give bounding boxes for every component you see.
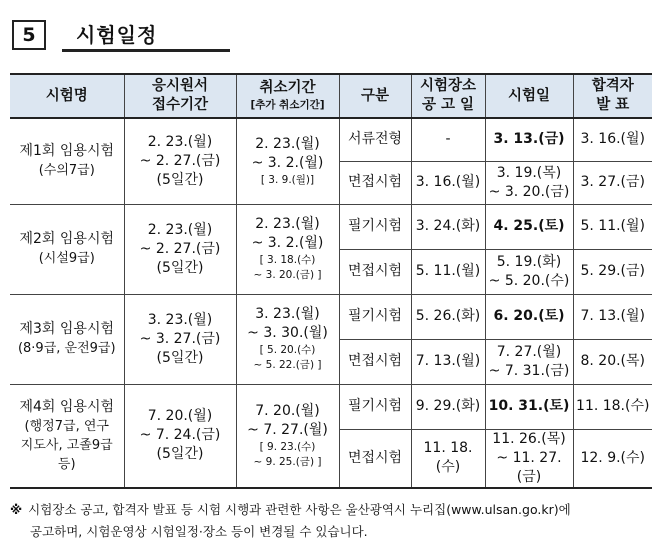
exam-schedule-table xyxy=(10,73,652,489)
venue-notice-cell: 3. 16.(월) xyxy=(411,161,485,204)
result-date-cell: 7. 13.(월) xyxy=(573,294,652,339)
application-period-cell: 3. 23.(월) ~ 3. 27.(금) (5일간) xyxy=(124,294,236,384)
application-period-cell: 7. 20.(월) ~ 7. 24.(금) (5일간) xyxy=(124,384,236,488)
exam-date-cell: 6. 20.(토) xyxy=(485,294,573,339)
result-date-cell: 12. 9.(수) xyxy=(573,429,652,488)
cancel-period-cell: 2. 23.(월) ~ 3. 2.(월) [ 3. 18.(수) ~ 3. 20.(금) ] xyxy=(236,204,339,294)
type-cell: 면접시험 xyxy=(339,249,411,294)
venue-notice-cell: 9. 29.(화) xyxy=(411,384,485,429)
venue-notice-cell: 11. 18.(수) xyxy=(411,429,485,488)
exam-date-cell: 10. 31.(토) xyxy=(485,384,573,429)
footnote xyxy=(10,499,655,543)
header-cancel-period: 취소기간 [추가 취소기간] xyxy=(236,74,339,118)
type-cell: 필기시험 xyxy=(339,384,411,429)
table-row xyxy=(10,204,652,249)
venue-notice-cell: 7. 13.(월) xyxy=(411,339,485,384)
result-date-cell: 3. 16.(월) xyxy=(573,118,652,161)
exam-date-cell: 3. 13.(금) xyxy=(485,118,573,161)
result-date-cell: 5. 11.(월) xyxy=(573,204,652,249)
exam-date-cell: 11. 26.(목) ~ 11. 27.(금) xyxy=(485,429,573,488)
table-header-row xyxy=(10,74,652,118)
exam-date-cell: 5. 19.(화) ~ 5. 20.(수) xyxy=(485,249,573,294)
header-exam-name: 시험명 xyxy=(10,74,124,118)
exam-date-cell: 3. 19.(목) ~ 3. 20.(금) xyxy=(485,161,573,204)
header-type: 구분 xyxy=(339,74,411,118)
table-row xyxy=(10,384,652,429)
application-period-cell: 2. 23.(월) ~ 2. 27.(금) (5일간) xyxy=(124,118,236,204)
exam-date-cell: 7. 27.(월) ~ 7. 31.(금) xyxy=(485,339,573,384)
result-date-cell: 8. 20.(목) xyxy=(573,339,652,384)
table-row xyxy=(10,294,652,339)
type-cell: 면접시험 xyxy=(339,339,411,384)
type-cell: 면접시험 xyxy=(339,161,411,204)
type-cell: 서류전형 xyxy=(339,118,411,161)
round-name-cell: 제4회 임용시험 (행정7급, 연구 지도사, 고졸9급 등) xyxy=(10,384,124,488)
header-exam-date: 시험일 xyxy=(485,74,573,118)
note-mark: ※ xyxy=(10,502,23,517)
section-title: 시험일정 xyxy=(76,23,158,47)
venue-notice-cell: 3. 24.(화) xyxy=(411,204,485,249)
header-result-date: 합격자 발 표 xyxy=(573,74,652,118)
section-title-box xyxy=(62,18,230,52)
header-application-period: 응시원서 접수기간 xyxy=(124,74,236,118)
note-line-2: 공고하며, 시험운영상 시험일정·장소 등이 변경될 수 있습니다. xyxy=(30,524,368,539)
application-period-cell: 2. 23.(월) ~ 2. 27.(금) (5일간) xyxy=(124,204,236,294)
type-cell: 필기시험 xyxy=(339,204,411,249)
cancel-period-cell: 7. 20.(월) ~ 7. 27.(월) [ 9. 23.(수) ~ 9. 25.(금) ] xyxy=(236,384,339,488)
result-date-cell: 3. 27.(금) xyxy=(573,161,652,204)
cancel-period-cell: 2. 23.(월) ~ 3. 2.(월) [ 3. 9.(월)] xyxy=(236,118,339,204)
type-cell: 면접시험 xyxy=(339,429,411,488)
cancel-period-cell: 3. 23.(월) ~ 3. 30.(월) [ 5. 20.(수) ~ 5. 22.(금) ] xyxy=(236,294,339,384)
note-line-1: 시험장소 공고, 합격자 발표 등 시험 시행과 관련한 사항은 울산광역시 누리집(www.ulsan.go.kr)에 xyxy=(28,502,571,517)
table-row xyxy=(10,118,652,161)
venue-notice-cell: - xyxy=(411,118,485,161)
section-header xyxy=(12,18,230,52)
exam-date-cell: 4. 25.(토) xyxy=(485,204,573,249)
round-name-cell: 제3회 임용시험 (8·9급, 운전9급) xyxy=(10,294,124,384)
result-date-cell: 5. 29.(금) xyxy=(573,249,652,294)
header-venue-notice: 시험장소 공 고 일 xyxy=(411,74,485,118)
type-cell: 필기시험 xyxy=(339,294,411,339)
round-name-cell: 제1회 임용시험 (수의7급) xyxy=(10,118,124,204)
round-name-cell: 제2회 임용시험 (시설9급) xyxy=(10,204,124,294)
venue-notice-cell: 5. 11.(월) xyxy=(411,249,485,294)
result-date-cell: 11. 18.(수) xyxy=(573,384,652,429)
venue-notice-cell: 5. 26.(화) xyxy=(411,294,485,339)
section-number: 5 xyxy=(12,20,46,50)
